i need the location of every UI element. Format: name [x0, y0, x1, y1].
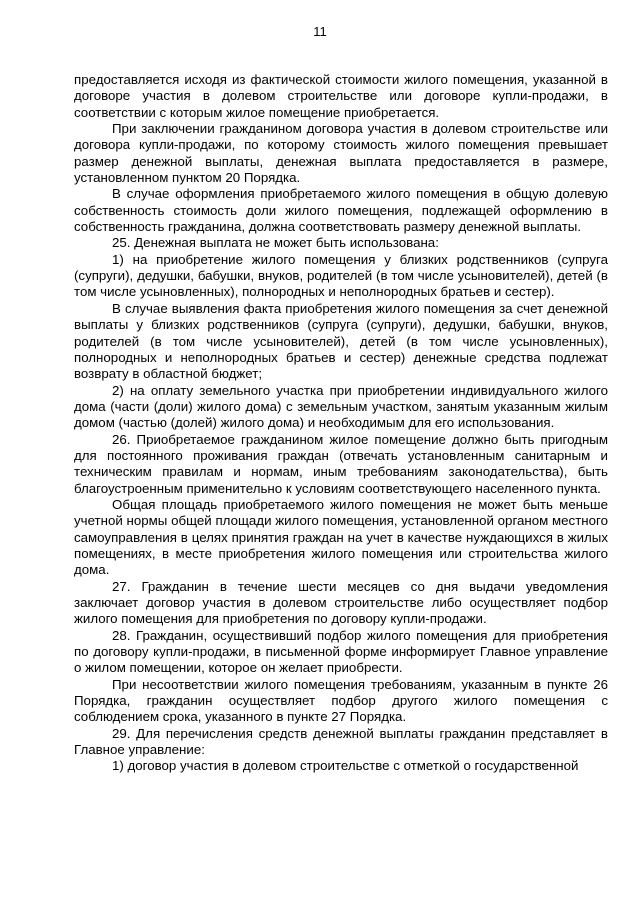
- paragraph-item-25: 25. Денежная выплата не может быть использована:: [112, 235, 439, 251]
- paragraph-refund: В случае выявления факта приобретения жилого помещения за счет денежной выплаты у близких родственников (супруга (супруги), дедушки, бабушки, внуков, родителей (в том числе усыновителей), детей (в том числе усыновленных), полнородных и неполнородных братьев и сестер) денежные средства подлежат возврату в областной бюджет;: [74, 300, 608, 382]
- paragraph-item-25-1: 1) на приобретение жилого помещения у близких родственников (супруга (супруги), дедушки, бабушки, внуков, родителей (в том числе усыновителей), детей (в том числе усыновленных), полнородных и неполнородных братьев и сестер).: [74, 251, 608, 300]
- paragraph-continuation: предоставляется исходя из фактической стоимости жилого помещения, указанной в договоре участия в долевом строительстве или договоре купли-продажи, в соответствии с которым жилое помещение приобретается.: [74, 72, 608, 120]
- page-number: 11: [313, 24, 327, 39]
- paragraph-contract-price: При заключении гражданином договора участия в долевом строительстве или договора купли-продажи, по которому стоимость жилого помещения превышает размер денежной выплаты, денежная выплата предоставляется в размере, установленном пунктом 20 Порядка.: [74, 121, 608, 186]
- document-body: [74, 72, 608, 775]
- paragraph-item-29-1: 1) договор участия в долевом строительстве с отметкой о государственной: [112, 758, 579, 774]
- paragraph-total-area: Общая площадь приобретаемого жилого помещения не может быть меньше учетной нормы общей площади жилого помещения, установленной органом местного самоуправления в целях принятия граждан на учет в качестве нуждающихся в жилых помещениях, в месте приобретения жилого помещения или строительства жилого дома.: [74, 496, 608, 578]
- paragraph-item-29: 29. Для перечисления средств денежной выплаты гражданин представляет в Главное управление:: [74, 725, 608, 758]
- paragraph-item-25-2: 2) на оплату земельного участка при приобретении индивидуального жилого дома (части (доли) жилого дома) с земельным участком, занятым указанным жилым домом (частью (долей) жилого дома) и необходимым для его использования.: [74, 382, 608, 431]
- paragraph-item-28: 28. Гражданин, осуществивший подбор жилого помещения для приобретения по договору купли-продажи, в письменной форме информирует Главное управление о жилом помещении, которое он желает приобрести.: [74, 627, 608, 676]
- paragraph-mismatch: При несоответствии жилого помещения требованиям, указанным в пункте 26 Порядка, гражданин осуществляет подбор другого жилого помещения с соблюдением срока, указанного в пункте 27 Порядка.: [74, 676, 608, 725]
- paragraph-item-26: 26. Приобретаемое гражданином жилое помещение должно быть пригодным для постоянного проживания граждан (отвечать установленным санитарным и техническим правилам и нормам, иным требованиям законодательства), быть благоустроенным применительно к условиям соответствующего населенного пункта.: [74, 431, 608, 496]
- paragraph-shared-ownership: В случае оформления приобретаемого жилого помещения в общую долевую собственность стоимость доли жилого помещения, подлежащей оформлению в собственность гражданина, должна соответствовать размеру денежной выплаты.: [74, 186, 608, 235]
- paragraph-item-27: 27. Гражданин в течение шести месяцев со дня выдачи уведомления заключает договор участия в долевом строительстве либо осуществляет подбор жилого помещения для приобретения по договору купли-продажи.: [74, 578, 608, 627]
